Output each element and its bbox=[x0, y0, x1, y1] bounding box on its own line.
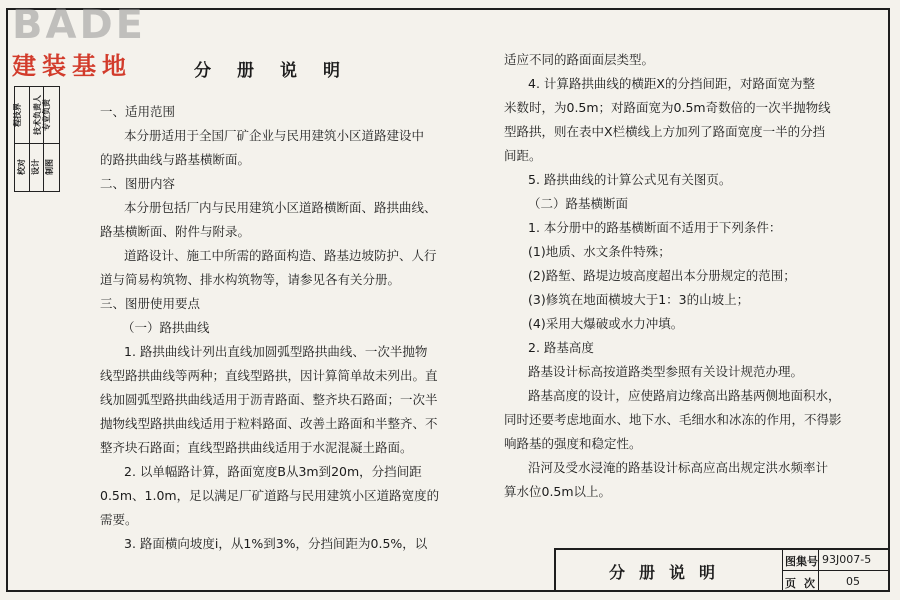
paragraph-line: 路基横断面、附件与附录。 bbox=[100, 224, 251, 239]
paragraph-line: 需要。 bbox=[100, 512, 138, 527]
section-heading: 二、图册内容 bbox=[100, 176, 176, 191]
title-block-title: 分册说明 bbox=[608, 562, 729, 582]
paragraph-line: 路基高度的设计，应使路肩边缘高出路基两侧地面积水， bbox=[528, 388, 841, 403]
paragraph-line: 道与简易构筑物、排水构筑物等，请参见各有关分册。 bbox=[100, 272, 401, 287]
paragraph-line: 2. 以单幅路计算，路面宽度B从3m到20m，分挡间距 bbox=[124, 464, 422, 479]
list-item: (2)路堑、路堤边坡高度超出本分册规定的范围； bbox=[528, 268, 796, 283]
paragraph-line: 整齐块石路面；直线型路拱曲线适用于水泥混凝土路面。 bbox=[100, 440, 413, 455]
paragraph-line: 本分册适用于全国厂矿企业与民用建筑小区道路建设中 bbox=[124, 128, 425, 143]
subsection-heading: （一）路拱曲线 bbox=[122, 320, 210, 335]
section-heading: 一、适用范围 bbox=[100, 104, 176, 119]
paragraph-line: 本分册包括厂内与民用建筑小区道路横断面、路拱曲线、 bbox=[124, 200, 437, 215]
paragraph-line: 算水位0.5m以上。 bbox=[504, 484, 612, 499]
right-column bbox=[504, 48, 844, 504]
paragraph-line: 1. 本分册中的路基横断面不适用于下列条件： bbox=[528, 220, 782, 235]
sidebar-cell: 专业负责 bbox=[42, 99, 51, 131]
left-column bbox=[100, 100, 460, 556]
paragraph-line: 4. 计算路拱曲线的横距X的分挡间距，对路面宽为整 bbox=[528, 76, 815, 91]
watermark-latin: BADE bbox=[12, 2, 146, 48]
paragraph-line: 5. 路拱曲线的计算公式见有关图页。 bbox=[528, 172, 732, 187]
approval-sidebar bbox=[14, 86, 60, 192]
paragraph-line: 3. 路面横向坡度i，从1%到3%，分挡间距为0.5%，以 bbox=[124, 536, 428, 551]
sidebar-cell: 程技界 bbox=[13, 103, 22, 127]
paragraph-line: 间距。 bbox=[504, 148, 542, 163]
title-block bbox=[554, 548, 890, 592]
paragraph-line: 同时还要考虑地面水、地下水、毛细水和冰冻的作用，不得影 bbox=[504, 412, 842, 427]
sidebar-cell: 制图 bbox=[45, 159, 54, 175]
list-item: (3)修筑在地面横坡大于1：3的山坡上； bbox=[528, 292, 750, 307]
paragraph-line: 路基设计标高按道路类型参照有关设计规范办理。 bbox=[528, 364, 804, 379]
paragraph-line: 响路基的强度和稳定性。 bbox=[504, 436, 642, 451]
paragraph-line: 沿河及受水浸淹的路基设计标高应高出规定洪水频率计 bbox=[528, 460, 829, 475]
paragraph-line: 米数时，为0.5m；对路面宽为0.5m奇数倍的一次半抛物线 bbox=[504, 100, 831, 115]
section-heading: 三、图册使用要点 bbox=[100, 296, 201, 311]
atlas-number: 93J007-5 bbox=[822, 553, 872, 566]
paragraph-line: 1. 路拱曲线计列出直线加圆弧型路拱曲线、一次半抛物 bbox=[124, 344, 428, 359]
paragraph-line: 线型路拱曲线等两种；直线型路拱，因计算简单故未列出。直 bbox=[100, 368, 438, 383]
atlas-number-label: 图集号 bbox=[785, 555, 818, 568]
watermark-logo bbox=[12, 2, 158, 80]
paragraph-line: 型路拱，则在表中X栏横线上方加列了路面宽度一半的分挡 bbox=[504, 124, 826, 139]
watermark-chinese: 建装基地 bbox=[12, 52, 132, 80]
page-number-label: 页次 bbox=[785, 577, 823, 590]
list-item: (4)采用大爆破或水力冲填。 bbox=[528, 316, 684, 331]
page-number: 05 bbox=[846, 575, 860, 588]
paragraph-line: 0.5m、1.0m，足以满足厂矿道路与民用建筑小区道路宽度的 bbox=[100, 488, 440, 503]
paragraph-line: 适应不同的路面面层类型。 bbox=[504, 52, 655, 67]
paragraph-line: 道路设计、施工中所需的路面构造、路基边坡防护、人行 bbox=[124, 248, 437, 263]
subsection-heading: （二）路基横断面 bbox=[528, 196, 629, 211]
paragraph-line: 线加圆弧型路拱曲线适用于沥青路面、整齐块石路面；一次半 bbox=[100, 392, 438, 407]
sidebar-cell: 技术负责人 bbox=[33, 95, 42, 135]
paragraph-line: 抛物线型路拱曲线适用于粒料路面、改善土路面和半整齐、不 bbox=[100, 416, 438, 431]
subsection-heading: 2. 路基高度 bbox=[528, 340, 594, 355]
list-item: (1)地质、水文条件特殊； bbox=[528, 244, 671, 259]
sidebar-cell: 设计 bbox=[31, 159, 40, 175]
paragraph-line: 的路拱曲线与路基横断面。 bbox=[100, 152, 251, 167]
sidebar-cell: 校对 bbox=[17, 159, 26, 175]
page-title: 分册说明 bbox=[194, 61, 366, 81]
